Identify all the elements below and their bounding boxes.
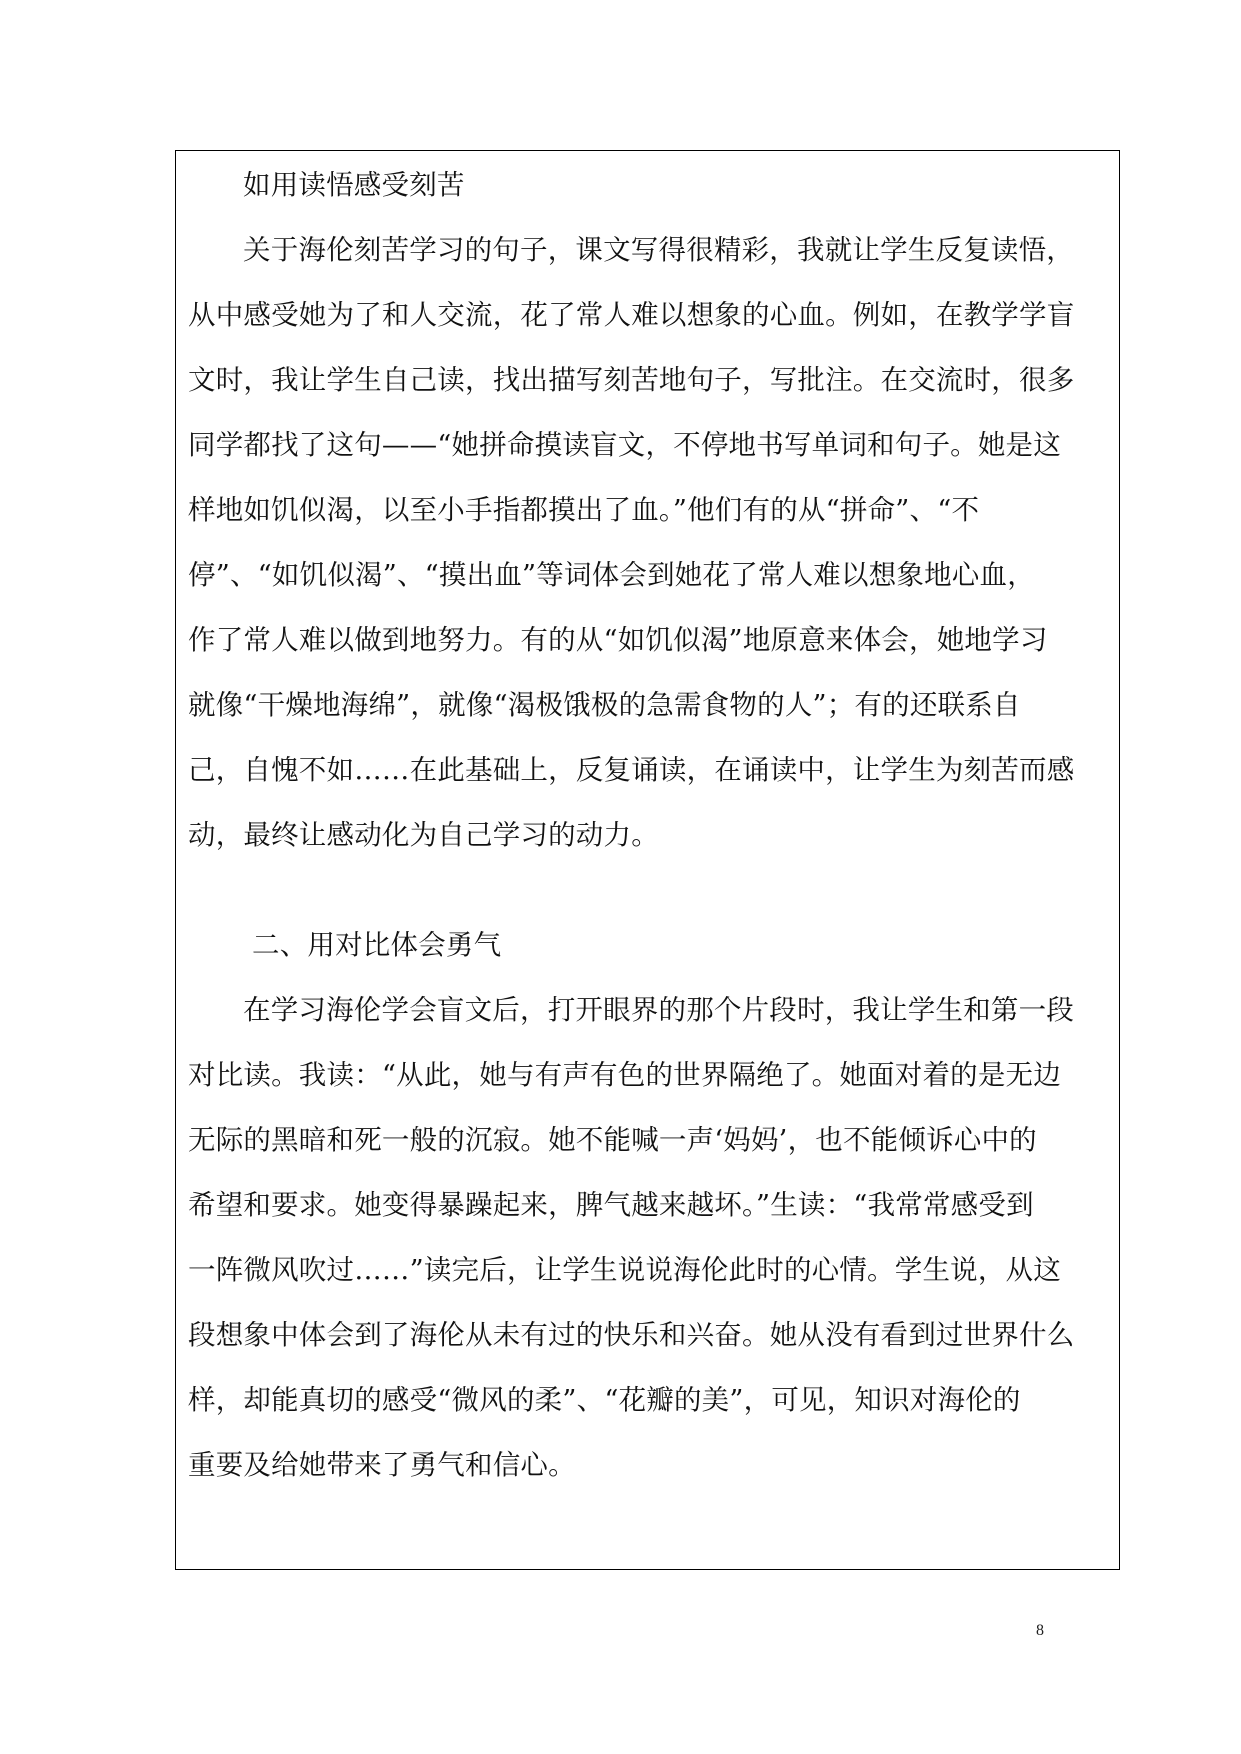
section-one-line: 文时，我让学生自己读，找出描写刻苦地句子，写批注。在交流时，很多 xyxy=(188,364,1075,396)
section-two-line: 在学习海伦学会盲文后，打开眼界的那个片段时，我让学生和第一段 xyxy=(243,994,1074,1026)
section-one-line: 作了常人难以做到地努力。有的从“如饥似渴”地原意来体会，她地学习 xyxy=(188,624,1048,656)
section-two-line: 对比读。我读：“从此，她与有声有色的世界隔绝了。她面对着的是无边 xyxy=(188,1059,1061,1091)
section-two-line: 希望和要求。她变得暴躁起来，脾气越来越坏。”生读：“我常常感受到 xyxy=(188,1189,1034,1221)
section-one-line: 从中感受她为了和人交流，花了常人难以想象的心血。例如，在教学学盲 xyxy=(188,299,1075,331)
page-number: 8 xyxy=(1036,1622,1044,1639)
section-one-line: 同学都找了这句——“她拼命摸读盲文，不停地书写单词和句子。她是这 xyxy=(188,429,1061,461)
section-two-line: 重要及给她带来了勇气和信心。 xyxy=(188,1449,576,1481)
section-one-heading: 如用读悟感受刻苦 xyxy=(243,169,465,201)
section-gap xyxy=(188,868,1118,913)
section-one-line: 关于海伦刻苦学习的句子，课文写得很精彩，我就让学生反复读悟， xyxy=(243,234,1074,266)
section-two-line: 段想象中体会到了海伦从未有过的快乐和兴奋。她从没有看到过世界什么 xyxy=(188,1319,1075,1351)
section-one-line: 停”、“如饥似渴”、“摸出血”等词体会到她花了常人难以想象地心血， xyxy=(188,559,1035,591)
section-one-line: 己，自愧不如……在此基础上，反复诵读，在诵读中，让学生为刻苦而感 xyxy=(188,754,1075,786)
section-two-line: 一阵微风吹过……”读完后，让学生说说海伦此时的心情。学生说，从这 xyxy=(188,1254,1061,1286)
section-two-line: 无际的黑暗和死一般的沉寂。她不能喊一声‘妈妈’，也不能倾诉心中的 xyxy=(188,1124,1037,1156)
section-two-line: 样，却能真切的感受“微风的柔”、“花瓣的美”，可见，知识对海伦的 xyxy=(188,1384,1021,1416)
section-one-line: 样地如饥似渴，以至小手指都摸出了血。”他们有的从“拼命”、“不 xyxy=(188,494,980,526)
section-one-line: 动，最终让感动化为自己学习的动力。 xyxy=(188,819,659,851)
section-two-heading: 二、用对比体会勇气 xyxy=(252,929,502,961)
section-one-line: 就像“干燥地海绵”，就像“渴极饿极的急需食物的人”；有的还联系自 xyxy=(188,689,1021,721)
document-body xyxy=(188,153,1118,1498)
